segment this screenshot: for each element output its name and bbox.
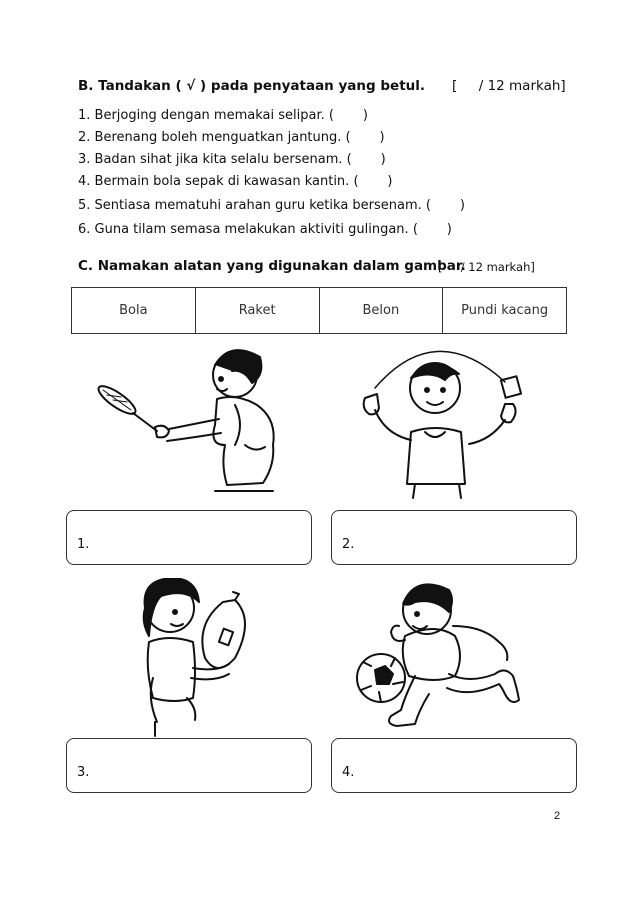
section-c-title: C. Namakan alatan yang digunakan dalam gambar. [78,258,466,274]
page-number: 2 [554,810,561,822]
word-bank-item: Pundi kacang [461,303,549,318]
statement-1: 1. Berjoging dengan memakai selipar. ( ) [78,108,368,123]
answer-number: 2. [342,537,355,552]
boy-bean-bag-juggling-image [355,348,530,500]
word-bank-item: Belon [320,288,444,333]
answer-box-3[interactable] [66,738,312,793]
section-c-marks: [ / 12 markah] [438,260,535,274]
answer-number: 3. [77,765,90,780]
statement-6: 6. Guna tilam semasa melakukan aktiviti gulingan. ( ) [78,222,452,237]
section-b-marks: [ / 12 markah] [452,78,566,94]
word-bank-item: Raket [196,288,320,333]
statement-3: 3. Badan sihat jika kita selalu bersenam. ( ) [78,152,386,167]
word-bank-table [71,287,567,334]
statement-5: 5. Sentiasa mematuhi arahan guru ketika bersenam. ( ) [78,198,465,213]
girl-balloon-image [135,578,255,738]
answer-box-2[interactable] [331,510,577,565]
section-b-title: B. Tandakan ( √ ) pada penyataan yang betul. [78,78,426,94]
answer-box-1[interactable] [66,510,312,565]
boy-badminton-racket-image [95,345,295,495]
answer-number: 1. [77,537,90,552]
word-bank-item: Bola [72,288,196,333]
answer-number: 4. [342,765,355,780]
answer-box-4[interactable] [331,738,577,793]
statement-2: 2. Berenang boleh menguatkan jantung. ( ) [78,130,385,145]
boy-kicking-ball-image [355,580,540,738]
statement-4: 4. Bermain bola sepak di kawasan kantin. ( ) [78,174,393,189]
